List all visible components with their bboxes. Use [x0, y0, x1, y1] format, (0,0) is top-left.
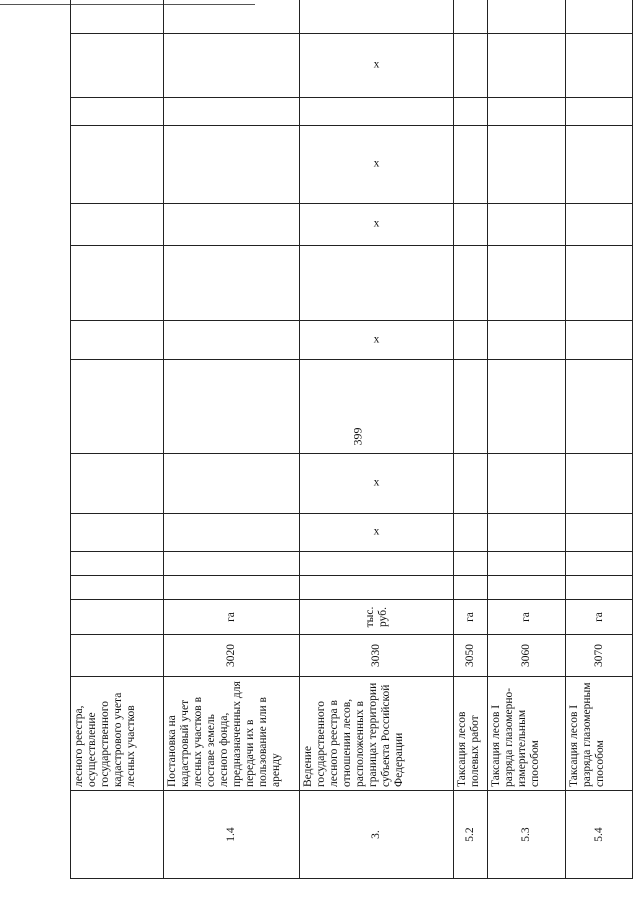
table-row [566, 0, 633, 879]
row-number-cell: 5.4 [566, 791, 633, 879]
row-name-cell: Таксация лесов полевых работ [454, 677, 488, 791]
table-row [454, 0, 488, 879]
row-number-cell: 3. [300, 791, 454, 879]
forest-registry-table [70, 0, 633, 879]
table-row [300, 0, 454, 879]
value-cell [300, 454, 454, 514]
row-name-cell: Постановка на кадастровый учет лесных участков в составе земель лесного фонда, предназначенных для передачи их в пользование или в аренду [164, 677, 300, 791]
row-unit-cell: тыс. руб. [300, 600, 454, 635]
row-code-cell: 3030 [300, 635, 454, 677]
row-number-cell [71, 791, 164, 879]
value-cell [300, 0, 454, 34]
value-cell [300, 360, 454, 454]
row-code-cell [71, 635, 164, 677]
value-cell [164, 321, 300, 360]
value-cell [488, 246, 566, 321]
value-cell [566, 246, 633, 321]
value-cell [71, 34, 164, 98]
value-cell [566, 514, 633, 552]
value-cell [454, 98, 488, 126]
value-cell [164, 126, 300, 204]
row-code-cell: 3060 [488, 635, 566, 677]
value-cell [71, 360, 164, 454]
value-cell [488, 454, 566, 514]
table-rotator [70, 14, 604, 879]
row-unit-cell [71, 600, 164, 635]
value-cell [566, 454, 633, 514]
value-cell [71, 321, 164, 360]
value-cell [164, 34, 300, 98]
value-cell [164, 454, 300, 514]
value-cell [71, 246, 164, 321]
value-cell [71, 0, 164, 34]
row-unit-cell: га [454, 600, 488, 635]
value-cell [566, 321, 633, 360]
value-cell [454, 204, 488, 246]
value-cell [566, 34, 633, 98]
value-cell [300, 204, 454, 246]
value-cell [454, 0, 488, 34]
value-cell [454, 321, 488, 360]
cross-mark: x [373, 59, 380, 71]
value-cell [488, 98, 566, 126]
value-cell [454, 514, 488, 552]
value-cell [300, 126, 454, 204]
value-cell [71, 98, 164, 126]
row-code-cell: 3070 [566, 635, 633, 677]
table-body [71, 0, 633, 879]
value-cell [454, 34, 488, 98]
row-name-cell: Таксация лесов I разряда глазомерно-измерительным способом [488, 677, 566, 791]
value-cell [488, 514, 566, 552]
row-name-cell: Таксация лесов I разряда глазомерным способом [566, 677, 633, 791]
table-row [488, 0, 566, 879]
value-cell [566, 360, 633, 454]
value-cell [488, 576, 566, 600]
page-number: 399 [350, 427, 364, 445]
value-cell [488, 126, 566, 204]
value-cell [488, 34, 566, 98]
value-cell [454, 454, 488, 514]
cross-mark: x [373, 218, 380, 230]
value-cell [71, 454, 164, 514]
value-cell [488, 360, 566, 454]
value-cell [454, 126, 488, 204]
table-row [71, 0, 164, 879]
value-cell [566, 126, 633, 204]
value-cell [454, 576, 488, 600]
row-number-cell: 5.3 [488, 791, 566, 879]
row-number-cell: 1.4 [164, 791, 300, 879]
row-unit-cell: га [566, 600, 633, 635]
value-cell [454, 246, 488, 321]
value-cell [300, 98, 454, 126]
value-cell [300, 576, 454, 600]
value-cell [488, 0, 566, 34]
row-unit-cell: га [164, 600, 300, 635]
cross-mark: x [373, 526, 380, 538]
row-code-cell: 3050 [454, 635, 488, 677]
cross-mark: x [373, 158, 380, 170]
value-cell [566, 552, 633, 576]
value-cell [454, 360, 488, 454]
value-cell [71, 552, 164, 576]
rotated-table-container [70, 14, 604, 879]
value-cell [566, 98, 633, 126]
value-cell [164, 360, 300, 454]
value-cell [164, 552, 300, 576]
value-cell [164, 0, 300, 34]
value-cell [300, 246, 454, 321]
value-cell [164, 98, 300, 126]
value-cell [164, 246, 300, 321]
value-cell [164, 204, 300, 246]
row-unit-cell: га [488, 600, 566, 635]
row-number-cell: 5.2 [454, 791, 488, 879]
value-cell [566, 576, 633, 600]
value-cell [300, 34, 454, 98]
value-cell [71, 576, 164, 600]
value-cell [71, 514, 164, 552]
value-cell [566, 204, 633, 246]
row-code-cell: 3020 [164, 635, 300, 677]
value-cell [488, 204, 566, 246]
value-cell [300, 552, 454, 576]
row-name-cell: лесного реестра, осуществление государственного кадастрового учета лесных участков [71, 677, 164, 791]
value-cell [71, 204, 164, 246]
value-cell [488, 321, 566, 360]
value-cell [164, 514, 300, 552]
cross-mark: x [373, 477, 380, 489]
value-cell [300, 321, 454, 360]
value-cell [71, 126, 164, 204]
table-row [164, 0, 300, 879]
cross-mark: x [373, 333, 380, 346]
value-cell [300, 514, 454, 552]
value-cell [566, 0, 633, 34]
value-cell [488, 552, 566, 576]
value-cell [164, 576, 300, 600]
row-name-cell: Ведение государственного лесного реестра в отношении лесов, расположенных в границах территории субъекта Российской Федерации [300, 677, 454, 791]
value-cell [454, 552, 488, 576]
